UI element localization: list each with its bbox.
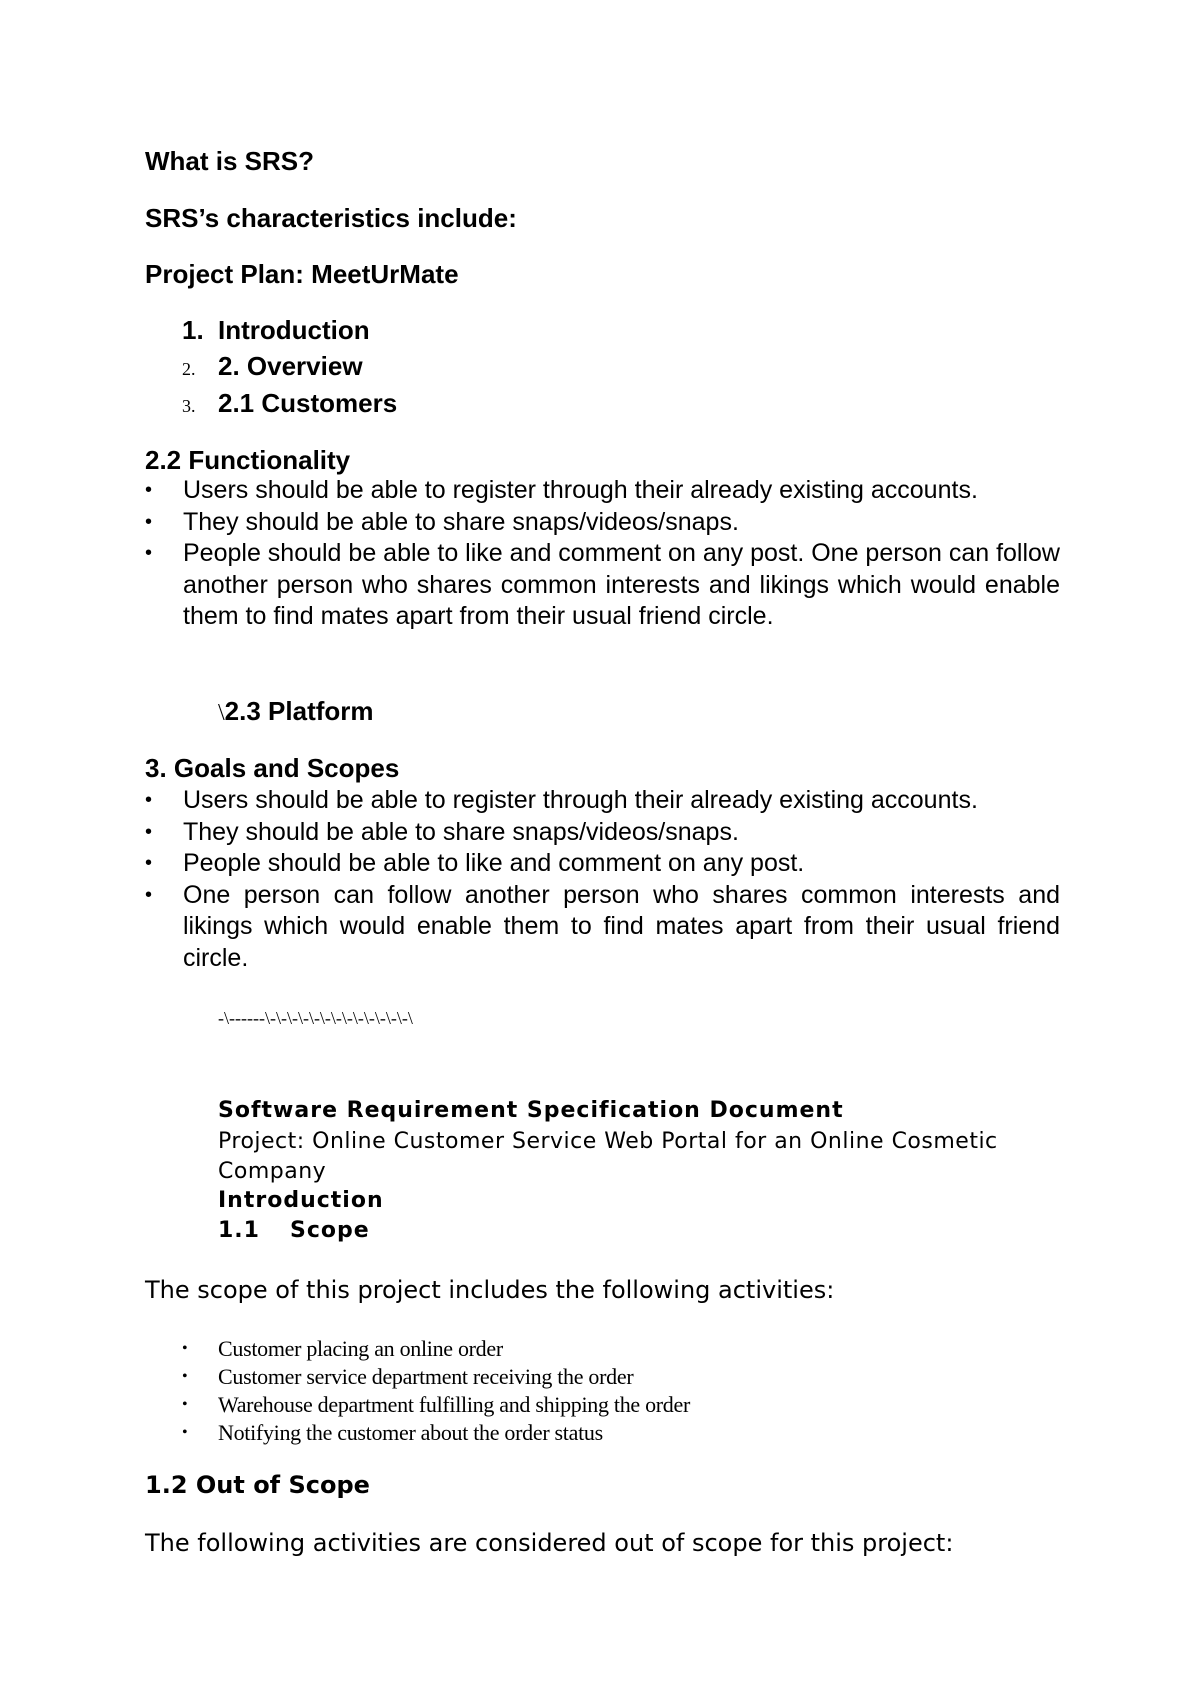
list-item: • They should be able to share snaps/videos/snaps.	[145, 817, 739, 846]
scope-text: The scope of this project includes the following activities:	[145, 1276, 835, 1304]
goals-list	[145, 785, 1060, 974]
list-item: • Customer service department receiving the order	[182, 1364, 634, 1389]
srs-doc-intro: Introduction	[218, 1188, 384, 1213]
list-item: • Notifying the customer about the order status	[182, 1420, 603, 1445]
list-item: • One person can follow another person who shares common interests and likings which would enable them to find mates apart from their usual friend circle.	[145, 880, 1060, 972]
list-item: • People should be able to like and comment on any post. One person can follow another person who shares common interests and likings which would enable them to find mates apart from their usual friend circle.	[145, 539, 1060, 630]
list-item: • People should be able to like and comment on any post.	[145, 849, 805, 877]
out-of-scope-heading: 1.2 Out of Scope	[145, 1471, 370, 1499]
list-item: • Users should be able to register through their already existing accounts.	[145, 786, 978, 814]
heading-project-plan: Project Plan: MeetUrMate	[145, 259, 459, 289]
scope-list	[182, 1335, 982, 1447]
functionality-list	[145, 475, 1060, 633]
out-of-scope-text: The following activities are considered out of scope for this project:	[145, 1529, 954, 1557]
list-item: • Warehouse department fulfilling and shipping the order	[182, 1392, 691, 1417]
toc-item: 3. 2.1 Customers	[182, 388, 398, 418]
srs-doc-project: Project: Online Customer Service Web Portal for an Online Cosmetic Company	[218, 1129, 998, 1184]
heading-what-is-srs: What is SRS?	[145, 146, 315, 176]
list-item: • Users should be able to register through their already existing accounts.	[145, 476, 978, 504]
heading-functionality: 2.2 Functionality	[145, 445, 351, 475]
srs-doc-title: Software Requirement Specification Document	[218, 1098, 844, 1123]
list-item: • Customer placing an online order	[182, 1336, 503, 1361]
toc-item: 1. Introduction	[182, 315, 370, 345]
heading-goals: 3. Goals and Scopes	[145, 753, 400, 783]
srs-doc-scope-heading: 1.1 Scope	[218, 1218, 370, 1243]
heading-characteristics: SRS’s characteristics include:	[145, 203, 517, 233]
list-item: • They should be able to share snaps/videos/snaps.	[145, 507, 739, 536]
platform-heading: \2.3 Platform	[218, 696, 374, 726]
separator-line: -\------\-\-\-\-\-\-\-\-\-\-\-\-\-\	[218, 1008, 413, 1028]
toc-item: 2. 2. Overview	[182, 351, 363, 381]
